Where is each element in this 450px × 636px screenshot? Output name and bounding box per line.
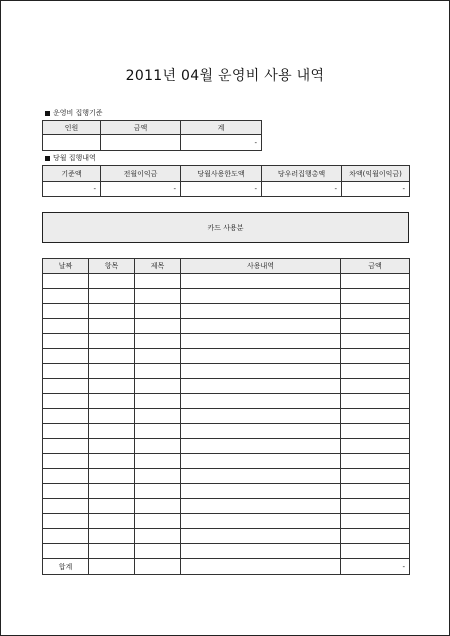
table-cell[interactable] xyxy=(181,274,341,289)
header-amount: 금액 xyxy=(101,121,181,135)
table-cell[interactable] xyxy=(341,304,410,319)
cell-difference[interactable]: - xyxy=(342,182,410,197)
table-cell[interactable] xyxy=(135,334,181,349)
table-cell[interactable] xyxy=(43,484,89,499)
table-cell[interactable] xyxy=(89,364,135,379)
header-total: 계 xyxy=(181,121,262,135)
table-cell[interactable] xyxy=(89,304,135,319)
table-cell[interactable] xyxy=(181,349,341,364)
table-cell[interactable] xyxy=(181,559,341,575)
table-cell[interactable] xyxy=(135,379,181,394)
table-row xyxy=(43,319,410,334)
header-item: 항목 xyxy=(89,259,135,274)
table-cell[interactable] xyxy=(341,334,410,349)
cell-total[interactable]: - xyxy=(181,135,262,151)
table-cell[interactable] xyxy=(89,454,135,469)
table-cell[interactable] xyxy=(181,424,341,439)
table-cell[interactable] xyxy=(43,469,89,484)
table-cell[interactable] xyxy=(341,319,410,334)
table-cell[interactable] xyxy=(43,364,89,379)
budget-standard-table xyxy=(42,120,262,151)
table-row xyxy=(43,529,410,544)
section-heading-budget-standard xyxy=(45,108,103,118)
square-bullet-icon xyxy=(45,156,50,161)
table-cell[interactable] xyxy=(181,544,341,559)
table-cell[interactable] xyxy=(135,364,181,379)
table-cell[interactable] xyxy=(89,439,135,454)
table-cell[interactable] xyxy=(89,499,135,514)
table-cell[interactable] xyxy=(89,394,135,409)
table-cell[interactable] xyxy=(89,529,135,544)
cell-limit[interactable]: - xyxy=(181,182,262,197)
table-cell[interactable] xyxy=(89,289,135,304)
table-cell[interactable] xyxy=(181,454,341,469)
table-cell[interactable] xyxy=(135,484,181,499)
table-row xyxy=(43,304,410,319)
table-cell[interactable] xyxy=(341,394,410,409)
table-cell[interactable] xyxy=(135,349,181,364)
table-cell[interactable] xyxy=(181,409,341,424)
table-cell[interactable] xyxy=(135,424,181,439)
table-row xyxy=(43,349,410,364)
table-cell[interactable] xyxy=(43,379,89,394)
usage-details-table xyxy=(42,258,410,575)
table-cell[interactable] xyxy=(89,274,135,289)
table-cell[interactable] xyxy=(43,289,89,304)
monthly-execution-table xyxy=(42,165,410,197)
table-cell[interactable] xyxy=(341,439,410,454)
cell-amount[interactable] xyxy=(101,135,181,151)
table-cell[interactable] xyxy=(89,334,135,349)
section-heading-text: 운영비 집행기준 xyxy=(53,109,103,117)
header-date: 날짜 xyxy=(43,259,89,274)
table-row xyxy=(43,364,410,379)
section-heading-text: 당월 집행내역 xyxy=(53,154,96,162)
table-cell[interactable] xyxy=(341,409,410,424)
header-difference: 차액(익월이익금) xyxy=(342,166,410,182)
table-cell[interactable] xyxy=(43,499,89,514)
table-cell[interactable] xyxy=(135,529,181,544)
table-cell[interactable] xyxy=(135,514,181,529)
table-cell[interactable] xyxy=(341,469,410,484)
table-cell[interactable] xyxy=(135,469,181,484)
table-cell[interactable] xyxy=(341,349,410,364)
header-prev-profit: 전월이익금 xyxy=(101,166,181,182)
table-cell[interactable] xyxy=(89,409,135,424)
table-cell[interactable] xyxy=(89,544,135,559)
header-base-amount: 기준액 xyxy=(43,166,101,182)
table-cell[interactable] xyxy=(89,469,135,484)
total-label: 합계 xyxy=(43,559,89,575)
table-cell[interactable] xyxy=(135,304,181,319)
total-amount[interactable]: - xyxy=(341,559,410,575)
table-cell[interactable] xyxy=(341,289,410,304)
table-cell[interactable] xyxy=(341,274,410,289)
table-cell[interactable] xyxy=(43,514,89,529)
table-cell[interactable] xyxy=(89,319,135,334)
table-cell[interactable] xyxy=(181,319,341,334)
table-cell[interactable] xyxy=(341,499,410,514)
header-subject: 제목 xyxy=(135,259,181,274)
table-cell[interactable] xyxy=(89,514,135,529)
table-cell[interactable] xyxy=(181,364,341,379)
table-row xyxy=(43,274,410,289)
table-cell[interactable] xyxy=(89,379,135,394)
table-cell[interactable] xyxy=(135,439,181,454)
table-cell[interactable] xyxy=(341,424,410,439)
table-cell[interactable] xyxy=(181,514,341,529)
section-heading-monthly-execution xyxy=(45,153,96,163)
table-cell[interactable] xyxy=(181,484,341,499)
total-row xyxy=(43,559,410,575)
cell-executed-total[interactable]: - xyxy=(262,182,342,197)
table-cell[interactable] xyxy=(341,484,410,499)
header-personnel: 인원 xyxy=(43,121,101,135)
table-cell[interactable] xyxy=(181,334,341,349)
table-cell[interactable] xyxy=(89,424,135,439)
table-cell[interactable] xyxy=(135,394,181,409)
table-cell[interactable] xyxy=(341,544,410,559)
table-cell[interactable] xyxy=(135,289,181,304)
table-row xyxy=(43,514,410,529)
card-usage-label: 카드 사용분 xyxy=(207,223,244,232)
table-cell[interactable] xyxy=(43,319,89,334)
table-cell[interactable] xyxy=(135,544,181,559)
table-cell[interactable] xyxy=(135,499,181,514)
table-cell[interactable] xyxy=(89,559,135,575)
table-cell[interactable] xyxy=(43,394,89,409)
table-row xyxy=(43,409,410,424)
table-cell[interactable] xyxy=(181,289,341,304)
table-cell[interactable] xyxy=(43,409,89,424)
table-cell[interactable] xyxy=(181,379,341,394)
table-cell[interactable] xyxy=(43,454,89,469)
table-cell[interactable] xyxy=(43,349,89,364)
table-row xyxy=(43,484,410,499)
cell-base-amount[interactable]: - xyxy=(43,182,101,197)
table-row xyxy=(43,379,410,394)
table-row xyxy=(43,424,410,439)
table-cell[interactable] xyxy=(135,409,181,424)
table-cell[interactable] xyxy=(89,349,135,364)
table-row xyxy=(43,469,410,484)
table-cell[interactable] xyxy=(341,514,410,529)
table-cell[interactable] xyxy=(43,274,89,289)
table-cell[interactable] xyxy=(135,454,181,469)
table-cell[interactable] xyxy=(135,319,181,334)
table-cell[interactable] xyxy=(89,484,135,499)
table-row xyxy=(43,289,410,304)
table-cell[interactable] xyxy=(43,544,89,559)
table-row xyxy=(43,544,410,559)
table-cell[interactable] xyxy=(181,304,341,319)
table-cell[interactable] xyxy=(43,439,89,454)
header-limit: 당월사용한도액 xyxy=(181,166,262,182)
table-cell[interactable] xyxy=(341,379,410,394)
table-row xyxy=(43,439,410,454)
table-row xyxy=(43,454,410,469)
square-bullet-icon xyxy=(45,111,50,116)
table-cell[interactable] xyxy=(181,499,341,514)
card-usage-banner xyxy=(42,212,409,243)
header-amount: 금액 xyxy=(341,259,410,274)
table-cell[interactable] xyxy=(181,469,341,484)
table-cell[interactable] xyxy=(341,529,410,544)
header-usage-details: 사용내역 xyxy=(181,259,341,274)
table-row xyxy=(43,334,410,349)
header-executed-total: 당우러집행총액 xyxy=(262,166,342,182)
table-cell[interactable] xyxy=(43,424,89,439)
table-cell[interactable] xyxy=(341,364,410,379)
table-cell[interactable] xyxy=(43,334,89,349)
table-cell[interactable] xyxy=(181,439,341,454)
page-title: 2011년 04월 운영비 사용 내역 xyxy=(125,68,325,84)
table-cell[interactable] xyxy=(181,394,341,409)
table-cell[interactable] xyxy=(43,304,89,319)
table-row xyxy=(43,394,410,409)
table-cell[interactable] xyxy=(43,529,89,544)
cell-prev-profit[interactable]: - xyxy=(101,182,181,197)
table-cell[interactable] xyxy=(181,529,341,544)
table-cell[interactable] xyxy=(135,559,181,575)
table-row xyxy=(43,499,410,514)
table-cell[interactable] xyxy=(341,454,410,469)
table-cell[interactable] xyxy=(135,274,181,289)
cell-personnel[interactable] xyxy=(43,135,101,151)
